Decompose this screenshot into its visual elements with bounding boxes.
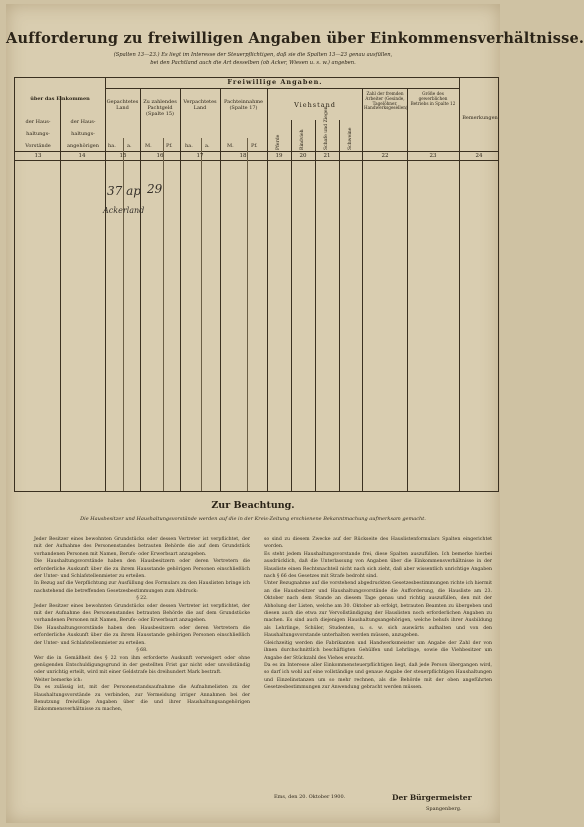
col-number: 18 [239, 153, 247, 159]
notice-paragraph: Gleichzeitig werden die Fabrikanten und Handwerksmeister um Angabe der Zahl der von ihnen durchschnittlich beschäftigten Gehülfen und Lehrlinge, sowie die Viehbesitzer um Angabe der Stückzahl des Viehes ersucht. [264, 640, 492, 661]
col-23-heading: Größe des gewerblichen Betriebs in Spalte 12 [410, 91, 456, 106]
table-col-line [315, 120, 316, 491]
signature: Spangenberg. [426, 806, 462, 812]
col-22b-heading: Zahl der fremden Arbeiter (Gesinde, Tagelöhner, Handwerksgesellen) [364, 91, 408, 111]
notice-subtitle: Die Hausbesitzer und Haushaltungsvorstände werden auf die in der Kreis-Zeitung erschienene Bekanntmachung aufmerksam gemacht. [80, 516, 426, 522]
page-subtitle-line1: (Spalten 13—23.) Es liegt im Interesse der Steuerpflichtigen, daß sie die Spalten 13—23 genau ausfüllen, [113, 52, 393, 58]
notice-paragraph: Die Haushaltungsvorstände haben den Hausbesitzern oder deren Vertretern die erforderliche Auskunft über die zu ihrem Hausstande gehörigen Personen einschließlich der Unter- und Schlafstellenmieter zu erteilen. [34, 625, 250, 646]
table-col-line [339, 120, 340, 491]
col-17-heading: Verpachtetes Land [183, 99, 217, 111]
table-col-line [459, 78, 460, 491]
col-number: 19 [275, 153, 283, 159]
notice-paragraph: § 68. [136, 648, 148, 654]
handwritten-entry: 29 [147, 182, 163, 196]
authority: Der Bürgermeister [392, 793, 472, 802]
col-number: 17 [196, 153, 204, 159]
notice-paragraph: Weiter bemerke ich: [34, 677, 83, 683]
notice-paragraph: Jeder Besitzer eines bewohnten Grundstücks oder dessen Vertreter ist verpflichtet, der mit der Aufnahme des Personenstandes betrauten Behörde die auf dem Grundstück vorhandenen Personen mit Namen, Berufs- oder Erwerbsart anzugeben. [34, 537, 250, 557]
notice-paragraph: Wer die in Gemäßheit des § 22 von ihm erforderte Auskunft verweigert oder ohne genügenden Entschuldigungsgrund in der gestellten Frist gar nicht oder unvollständig oder unrichtig erteilt, wird mit einer Geldstrafe bis dreihundert Mark bestraft. [34, 655, 250, 676]
col-number: 15 [119, 153, 127, 159]
page-title: Aufforderung zu freiwilligen Angaben über Einkommensverhältnisse. [6, 30, 584, 47]
table-col-line [180, 88, 181, 491]
place-date: Ems, den 20. Oktober 1900. [274, 794, 346, 800]
notice-paragraph: Die Haushaltungsvorstände haben den Hausbesitzern oder deren Vertretern die erforderliche Auskunft über die zu ihrem Hausstande gehörigen Personen einschließlich der Unter- und Schlafstellenmieter zu erteilen. [34, 559, 250, 580]
notice-paragraph: § 22. [136, 596, 148, 602]
notice-title: Zur Beachtung. [211, 500, 295, 511]
unit-pf: Pf. [166, 143, 173, 149]
table-sub-line [201, 138, 202, 491]
unit-m: M. [145, 143, 152, 149]
table-col-line [105, 78, 106, 491]
unit-a: a. [127, 143, 132, 149]
notice-paragraph: In Bezug auf die Verpflichtung zur Ausfüllung des Formulars zu den Hauslisten bringe ich nachstehend die betreffenden Gesetzesbestimmungen zum Abdruck: [34, 581, 250, 594]
col-21-heading: Schafe und Ziegen [324, 106, 329, 150]
table-col-line [220, 88, 221, 491]
col-number: 21 [323, 153, 331, 159]
col-number: 22 [381, 153, 389, 159]
viehstand-heading: Viehstand [294, 101, 336, 109]
notice-paragraph: Unter Bezugnahme auf die vorstehend abgedruckten Gesetzesbestimmungen richte ich hiermit an die Hausbesitzer und Haushaltungsvorstände die Aufforderung, die Hausliste am 23. Oktober nach dem Stande an diesem Tage genau und richtig auszufüllen, den mit der Abholung der Listen, welche am 30. Oktober ab erfolgt, betrauten Beamten zu übergeben und diesen auch die etwa zur Vervollständigung der Hauslisten noch erforderlichen Angaben zu machen. Es sind auch diejenigen Haushaltungsangehörigen, welche behufs ihrer Ausbildung als Lehrlinge, Schüler, Studenten, u. s. w. sich auswärts aufhalten und von den Haushaltungsvorstande unterhalten werden müssen, anzugeben. [264, 581, 492, 639]
col-number: 24 [475, 153, 483, 159]
group-heading: Freiwillige Angaben. [227, 78, 323, 86]
unit-pf: Pf. [251, 143, 258, 149]
unit-ha: ha. [108, 143, 116, 149]
col-14-heading: der Haus-haltungs-angehörigen [67, 119, 99, 149]
notice-left-column [34, 536, 250, 714]
table-sub-line [163, 138, 164, 491]
col-18-heading: Pachteinnahme (Spalte 17) [223, 99, 264, 111]
page-subtitle-line2: bei den Pachtland auch die Art desselben (ob Acker, Wiesen u. s. w.) angeben. [150, 60, 356, 66]
table-col-line [60, 96, 61, 491]
col-number: 14 [78, 153, 86, 159]
notice-paragraph: Da es zulässig ist, mit der Personenstandsaufnahme die Aufnahmelisten zu der Haushaltungsvorstände zu verbinden, zur Vermeidung irriger Annahmen bei der Benutzung freiwillige Angaben über die und ihrer Haushaltungsangehörigen Einkommensverhältnisse zu machen, [34, 685, 250, 713]
handwritten-entry: 37 ap [107, 184, 141, 198]
income-table [14, 77, 499, 492]
table-col-line [407, 88, 408, 491]
table-col-line [362, 88, 363, 491]
col-20-heading: Rindvieh [300, 129, 305, 150]
unit-ha: ha. [185, 143, 193, 149]
table-col-line [140, 88, 141, 491]
table-col-line [291, 120, 292, 491]
col-number: 13 [34, 153, 42, 159]
document-sheet [6, 4, 584, 823]
notice-paragraph: so sind zu diesem Zwecke auf der Rückseite des Hauslistenformulars Spalten eingerichtet worden. [264, 537, 492, 550]
unit-m: M. [227, 143, 234, 149]
col-income-heading: über das Einkommen [30, 96, 90, 102]
col-number: 23 [429, 153, 437, 159]
table-rule [15, 160, 498, 161]
table-col-line [267, 88, 268, 491]
col-number: 20 [299, 153, 307, 159]
unit-a: a. [205, 143, 210, 149]
col-22-heading: Schweine [348, 127, 353, 150]
col-13-heading: der Haus-haltungs-Vorstände [25, 119, 51, 149]
table-sub-line [247, 138, 248, 491]
col-24-heading: Bemerkungen [462, 115, 498, 121]
notice-paragraph: Jeder Besitzer eines bewohnten Grundstücks oder dessen Vertreter ist verpflichtet, der mit der Aufnahme des Personenstandes betrauten Behörde die auf dem Grundstücke vorhandenen Personen mit Namen, Berufs- oder Erwerbsart anzugeben. [34, 603, 250, 624]
col-15-heading: Gepachtetes Land [106, 99, 139, 111]
handwritten-entry: Ackerland [103, 206, 145, 215]
col-number: 16 [156, 153, 164, 159]
col-19-heading: Pferde [276, 134, 281, 150]
notice-paragraph: Es steht jedem Haushaltungsvorstande frei, diese Spalten auszufüllen. Ich bemerke hierbei ausdrücklich, daß die Unterlassung von Angaben über die Einkommensverhältnisse in der Hausliste einen Rechtsnachteil nicht nach sich zieht, daß aber wissentlich unrichtige Angaben nach § 66 des Gesetzes mit Strafe bedroht sind. [264, 551, 492, 580]
notice-paragraph: Da es im Interesse aller Einkommensteuerpflichtigen liegt, daß jede Person übergangen wird, so darf ich wohl auf eine vollständige und genaue Angabe der steuerpflichtigen Haushaltungen und Einzelinstanzen um so mehr rechnen, als die Behörde mit der oben angeführten Gesetzesbestimmungen zur Anwendung gebracht werden müssen. [264, 662, 492, 691]
col-16-heading: Zu zahlendes Pachtgeld (Spalte 15) [143, 99, 177, 117]
notice-right-column [264, 536, 492, 692]
